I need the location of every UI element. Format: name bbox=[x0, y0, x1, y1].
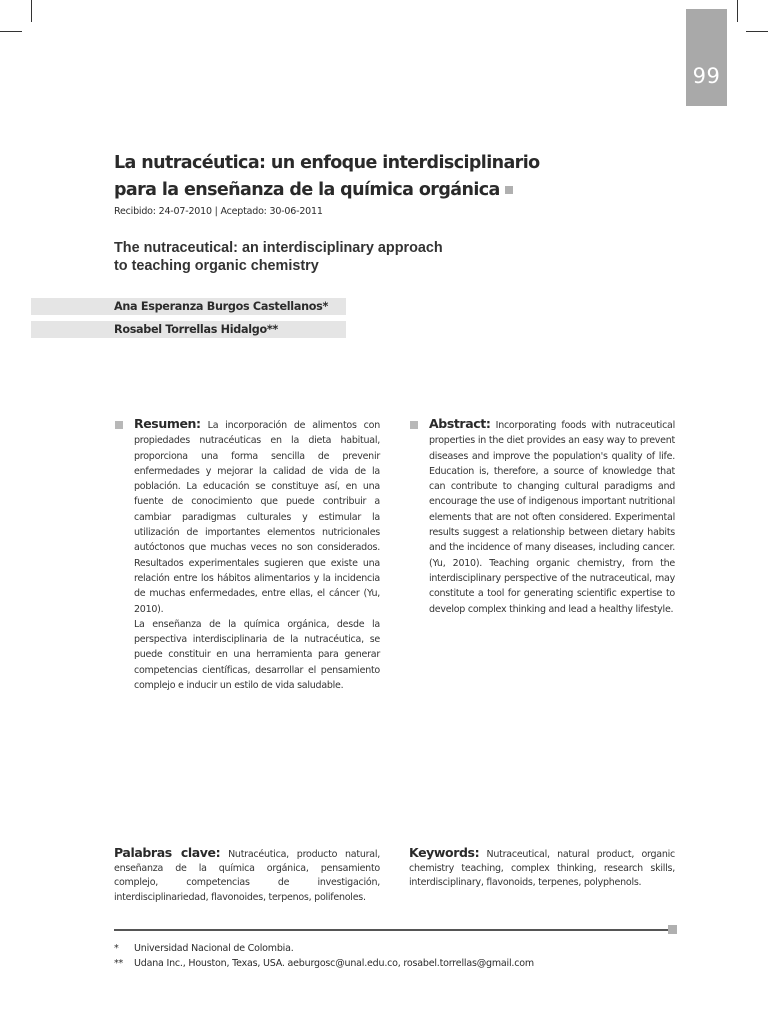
resumen-bullet-icon bbox=[115, 421, 123, 429]
abstract-section bbox=[429, 416, 675, 617]
author-2: Rosabel Torrellas Hidalgo** bbox=[114, 323, 278, 336]
crop-mark-top-right-horizontal bbox=[746, 31, 768, 32]
received-accepted-dates: Recibido: 24-07-2010 | Aceptado: 30-06-2011 bbox=[114, 206, 323, 217]
palabras-clave-text: Nutracéutica, producto natural, enseñanza de la química orgánica, pensamiento complejo, competencias de investigación, interdisciplinariedad, flavonoides, terpenos, polifenoles. bbox=[114, 849, 381, 903]
crop-mark-top-left-vertical bbox=[31, 0, 32, 22]
abstract-text: Incorporating foods with nutraceutical properties in the diet provides an easy way to prevent diseases and improve the population's quality of life. Education is, therefore, a source of knowledge that can contribute to changing cultural paradigms and encourage the use of indigenous important nutritional elements that are not often considered. Experimental results suggest a relationship between dietary habits and the incidence of many diseases, including cancer. (Yu, 2010). Teaching organic chemistry, from the interdisciplinary perspective of the nutraceutical, may constitute a tool for generating scientific expertise to develop complex thinking and lead a healthy lifestyle. bbox=[429, 420, 675, 615]
footnote-1-mark: * bbox=[114, 943, 119, 954]
resumen-text-1: La incorporación de alimentos con propiedades nutracéuticas en la dieta habitual, proporciona una forma sencilla de prevenir enfermedades y mejorar la calidad de vida de la población. La educación se constituye así, en una fuente de conocimiento que puede contribuir a cambiar paradigmas culturales y estimular la utilización de importantes elementos nutricionales autóctonos que muchas veces no son considerados. Resultados experimentales sugieren que existe una relación entre los hábitos alimentarios y la incidencia de muchas enfermedades, entre ellas, el cáncer (Yu, 2010). bbox=[134, 420, 380, 615]
footnote-2-text: Udana Inc., Houston, Texas, USA. aeburgosc@unal.edu.co, rosabel.torrellas@gmail.com bbox=[134, 958, 534, 969]
article-title-line1: La nutracéutica: un enfoque interdisciplinario bbox=[114, 153, 540, 173]
footnote-divider bbox=[114, 929, 668, 931]
palabras-clave-paragraph bbox=[114, 846, 380, 905]
resumen-heading: Resumen: bbox=[134, 416, 201, 431]
keywords-text: Nutraceutical, natural product, organic chemistry teaching, complex thinking, research skills, interdisciplinary, flavonoids, terpenes, polyphenols. bbox=[409, 849, 675, 889]
article-title bbox=[114, 150, 634, 204]
title-end-square-icon bbox=[505, 186, 513, 194]
footnote-1 bbox=[114, 941, 294, 956]
palabras-clave-heading: Palabras clave: bbox=[114, 845, 221, 860]
resumen-section bbox=[134, 416, 380, 693]
english-title-line1: The nutraceutical: an interdisciplinary approach bbox=[114, 240, 443, 256]
keywords-paragraph bbox=[409, 846, 675, 891]
abstract-bullet-icon bbox=[410, 421, 418, 429]
resumen-paragraph-2: La enseñanza de la química orgánica, desde la perspectiva interdisciplinaria de la nutracéutica, se puede constituir en una herramienta para generar competencias científicas, desarrollar el pensamiento complejo e inducir un estilo de vida saludable. bbox=[134, 618, 380, 692]
crop-mark-top-left-horizontal bbox=[0, 31, 22, 32]
footnote-2 bbox=[114, 956, 534, 971]
author-1: Ana Esperanza Burgos Castellanos* bbox=[114, 300, 329, 313]
abstract-heading: Abstract: bbox=[429, 416, 491, 431]
abstract-paragraph bbox=[429, 416, 675, 617]
keywords-heading: Keywords: bbox=[409, 845, 480, 860]
resumen-paragraph-1 bbox=[134, 416, 380, 617]
divider-end-square-icon bbox=[668, 925, 677, 934]
english-title bbox=[114, 239, 454, 275]
page-number-tab bbox=[686, 9, 727, 106]
keywords-section bbox=[409, 846, 675, 891]
article-title-line2: para la enseñanza de la química orgánica bbox=[114, 180, 500, 200]
footnote-1-text: Universidad Nacional de Colombia. bbox=[134, 943, 294, 954]
footnote-2-mark: ** bbox=[114, 958, 124, 969]
english-title-line2: to teaching organic chemistry bbox=[114, 258, 319, 274]
page-number: 99 bbox=[692, 64, 721, 88]
crop-mark-top-right-vertical bbox=[737, 0, 738, 22]
palabras-clave-section bbox=[114, 846, 380, 905]
